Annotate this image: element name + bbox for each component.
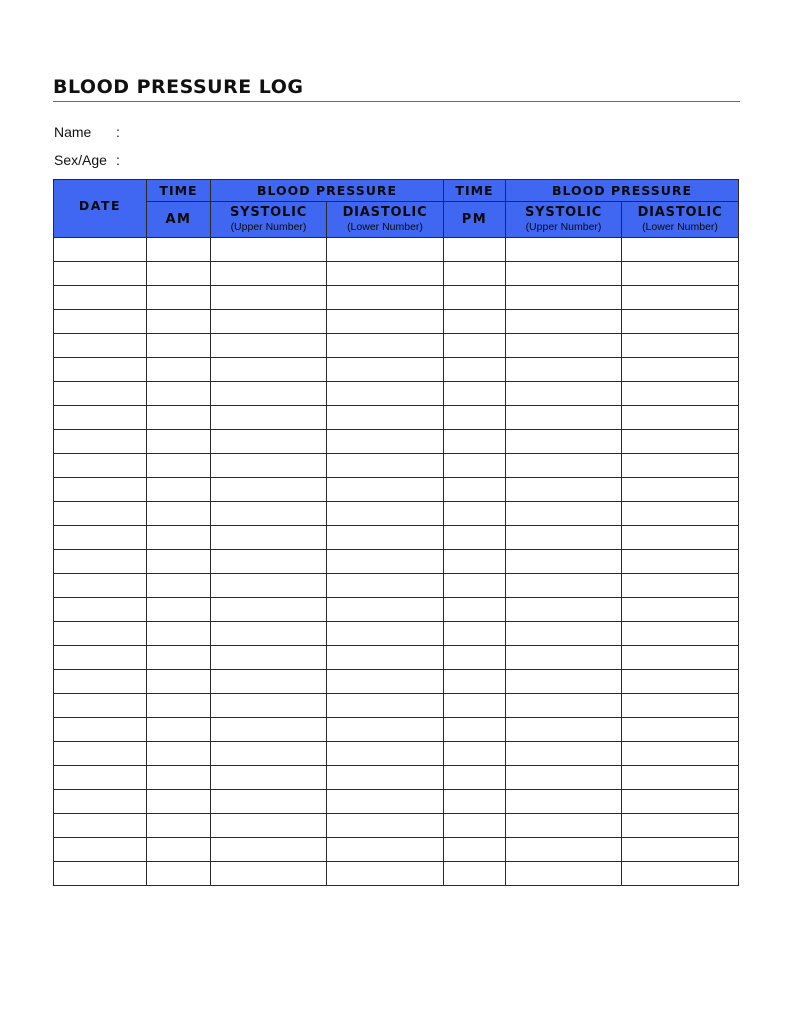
pm-diastolic-cell[interactable] — [622, 310, 739, 334]
am-time-cell[interactable] — [147, 550, 211, 574]
pm-systolic-cell[interactable] — [506, 694, 622, 718]
pm-diastolic-cell[interactable] — [622, 382, 739, 406]
pm-systolic-cell[interactable] — [506, 478, 622, 502]
time-header-am: TIME — [147, 180, 211, 202]
pm-diastolic-cell[interactable] — [622, 502, 739, 526]
pm-time-cell[interactable] — [444, 862, 506, 886]
sex-age-colon: : — [116, 152, 120, 168]
table-row — [54, 598, 739, 622]
am-systolic-cell[interactable] — [211, 478, 327, 502]
pm-time-cell[interactable] — [444, 814, 506, 838]
pm-systolic-cell[interactable] — [506, 598, 622, 622]
page-title: BLOOD PRESSURE LOG — [53, 76, 304, 98]
am-diastolic-cell[interactable] — [327, 454, 444, 478]
table-row — [54, 454, 739, 478]
am-time-cell[interactable] — [147, 718, 211, 742]
table-row — [54, 790, 739, 814]
date-cell[interactable] — [54, 382, 147, 406]
table-row — [54, 478, 739, 502]
am-time-cell[interactable] — [147, 286, 211, 310]
am-systolic-cell[interactable] — [211, 742, 327, 766]
am-systolic-cell[interactable] — [211, 862, 327, 886]
am-systolic-cell[interactable] — [211, 358, 327, 382]
table-row — [54, 550, 739, 574]
pm-diastolic-cell[interactable] — [622, 862, 739, 886]
pm-systolic-cell[interactable] — [506, 358, 622, 382]
am-systolic-cell[interactable] — [211, 262, 327, 286]
date-cell[interactable] — [54, 502, 147, 526]
pm-diastolic-cell[interactable] — [622, 406, 739, 430]
pm-time-cell[interactable] — [444, 790, 506, 814]
pm-time-cell[interactable] — [444, 622, 506, 646]
pm-systolic-cell[interactable] — [506, 670, 622, 694]
table-row — [54, 814, 739, 838]
am-time-cell[interactable] — [147, 862, 211, 886]
pm-time-cell[interactable] — [444, 334, 506, 358]
am-diastolic-cell[interactable] — [327, 718, 444, 742]
date-cell[interactable] — [54, 622, 147, 646]
am-systolic-cell[interactable] — [211, 670, 327, 694]
pm-systolic-cell[interactable] — [506, 622, 622, 646]
pm-systolic-cell[interactable] — [506, 646, 622, 670]
pm-systolic-cell[interactable] — [506, 814, 622, 838]
pm-diastolic-cell[interactable] — [622, 694, 739, 718]
systolic-label: SYSTOLIC — [524, 205, 603, 220]
date-cell[interactable] — [54, 262, 147, 286]
am-time-cell[interactable] — [147, 430, 211, 454]
am-systolic-cell[interactable] — [211, 574, 327, 598]
systolic-label: SYSTOLIC — [229, 205, 308, 220]
pm-systolic-cell[interactable] — [506, 238, 622, 262]
am-time-cell[interactable] — [147, 358, 211, 382]
am-time-cell[interactable] — [147, 790, 211, 814]
am-time-cell[interactable] — [147, 814, 211, 838]
am-systolic-cell[interactable] — [211, 838, 327, 862]
table-row — [54, 430, 739, 454]
date-cell[interactable] — [54, 598, 147, 622]
am-time-cell[interactable] — [147, 382, 211, 406]
date-cell[interactable] — [54, 646, 147, 670]
am-systolic-cell[interactable] — [211, 430, 327, 454]
table-row — [54, 766, 739, 790]
pm-time-cell[interactable] — [444, 718, 506, 742]
table-row — [54, 526, 739, 550]
am-diastolic-cell[interactable] — [327, 526, 444, 550]
pm-diastolic-cell[interactable] — [622, 766, 739, 790]
pm-time-cell[interactable] — [444, 310, 506, 334]
table-row — [54, 646, 739, 670]
pm-systolic-cell[interactable] — [506, 430, 622, 454]
am-diastolic-cell[interactable] — [327, 862, 444, 886]
pm-systolic-cell[interactable] — [506, 790, 622, 814]
am-diastolic-cell[interactable] — [327, 502, 444, 526]
pm-diastolic-cell[interactable] — [622, 454, 739, 478]
table-row — [54, 838, 739, 862]
pm-diastolic-cell[interactable] — [622, 334, 739, 358]
table-row — [54, 718, 739, 742]
systolic-header-pm — [506, 202, 622, 238]
pm-systolic-cell[interactable] — [506, 310, 622, 334]
date-cell[interactable] — [54, 358, 147, 382]
pm-systolic-cell[interactable] — [506, 502, 622, 526]
blood-pressure-header-am: BLOOD PRESSURE — [211, 180, 444, 202]
table-row — [54, 382, 739, 406]
am-header: AM — [147, 202, 211, 238]
pm-time-cell[interactable] — [444, 238, 506, 262]
pm-systolic-cell[interactable] — [506, 742, 622, 766]
am-diastolic-cell[interactable] — [327, 310, 444, 334]
pm-diastolic-cell[interactable] — [622, 790, 739, 814]
am-systolic-cell[interactable] — [211, 334, 327, 358]
table-row — [54, 238, 739, 262]
am-diastolic-cell[interactable] — [327, 238, 444, 262]
diastolic-label: DIASTOLIC — [637, 205, 723, 220]
pm-header: PM — [444, 202, 506, 238]
name-field[interactable] — [54, 124, 126, 140]
table-row — [54, 694, 739, 718]
am-time-cell[interactable] — [147, 262, 211, 286]
am-diastolic-cell[interactable] — [327, 406, 444, 430]
am-systolic-cell[interactable] — [211, 646, 327, 670]
date-cell[interactable] — [54, 550, 147, 574]
name-colon: : — [116, 124, 120, 140]
title-divider — [53, 101, 740, 102]
date-cell[interactable] — [54, 790, 147, 814]
sex-age-label: Sex/Age — [54, 152, 107, 168]
date-cell[interactable] — [54, 766, 147, 790]
pm-systolic-cell[interactable] — [506, 766, 622, 790]
date-cell[interactable] — [54, 574, 147, 598]
pm-time-cell[interactable] — [444, 262, 506, 286]
pm-systolic-cell[interactable] — [506, 454, 622, 478]
pm-diastolic-cell[interactable] — [622, 358, 739, 382]
pm-systolic-cell[interactable] — [506, 574, 622, 598]
table-row — [54, 862, 739, 886]
am-time-cell[interactable] — [147, 598, 211, 622]
table-row — [54, 358, 739, 382]
am-systolic-cell[interactable] — [211, 238, 327, 262]
pm-systolic-cell[interactable] — [506, 262, 622, 286]
table-row — [54, 502, 739, 526]
am-time-cell[interactable] — [147, 502, 211, 526]
am-time-cell[interactable] — [147, 670, 211, 694]
pm-systolic-cell[interactable] — [506, 406, 622, 430]
sex-age-field[interactable] — [54, 152, 126, 168]
pm-time-cell[interactable] — [444, 358, 506, 382]
table-row — [54, 622, 739, 646]
date-cell[interactable] — [54, 238, 147, 262]
pm-time-cell[interactable] — [444, 550, 506, 574]
pm-systolic-cell[interactable] — [506, 550, 622, 574]
am-systolic-cell[interactable] — [211, 454, 327, 478]
date-cell[interactable] — [54, 334, 147, 358]
date-cell[interactable] — [54, 670, 147, 694]
am-time-cell[interactable] — [147, 406, 211, 430]
pm-systolic-cell[interactable] — [506, 526, 622, 550]
time-header-pm: TIME — [444, 180, 506, 202]
am-time-cell[interactable] — [147, 334, 211, 358]
pm-time-cell[interactable] — [444, 286, 506, 310]
am-systolic-cell[interactable] — [211, 598, 327, 622]
pm-time-cell[interactable] — [444, 502, 506, 526]
date-cell[interactable] — [54, 310, 147, 334]
am-systolic-cell[interactable] — [211, 814, 327, 838]
am-time-cell[interactable] — [147, 646, 211, 670]
pm-time-cell[interactable] — [444, 430, 506, 454]
am-time-cell[interactable] — [147, 310, 211, 334]
pm-diastolic-cell[interactable] — [622, 430, 739, 454]
date-cell[interactable] — [54, 742, 147, 766]
am-diastolic-cell[interactable] — [327, 574, 444, 598]
date-cell[interactable] — [54, 526, 147, 550]
am-diastolic-cell[interactable] — [327, 790, 444, 814]
pm-time-cell[interactable] — [444, 742, 506, 766]
pm-diastolic-cell[interactable] — [622, 238, 739, 262]
systolic-sub-label: (Upper Number) — [230, 221, 307, 233]
date-cell[interactable] — [54, 862, 147, 886]
pm-diastolic-cell[interactable] — [622, 598, 739, 622]
pm-time-cell[interactable] — [444, 526, 506, 550]
name-label: Name — [54, 124, 92, 140]
pm-diastolic-cell[interactable] — [622, 742, 739, 766]
table-row — [54, 310, 739, 334]
am-time-cell[interactable] — [147, 454, 211, 478]
table-row — [54, 574, 739, 598]
am-time-cell[interactable] — [147, 574, 211, 598]
date-cell[interactable] — [54, 430, 147, 454]
pm-systolic-cell[interactable] — [506, 838, 622, 862]
pm-time-cell[interactable] — [444, 694, 506, 718]
am-diastolic-cell[interactable] — [327, 262, 444, 286]
am-time-cell[interactable] — [147, 694, 211, 718]
table-row — [54, 670, 739, 694]
pm-diastolic-cell[interactable] — [622, 526, 739, 550]
am-diastolic-cell[interactable] — [327, 430, 444, 454]
pm-diastolic-cell[interactable] — [622, 646, 739, 670]
pm-diastolic-cell[interactable] — [622, 286, 739, 310]
table-row — [54, 334, 739, 358]
am-diastolic-cell[interactable] — [327, 694, 444, 718]
pm-time-cell[interactable] — [444, 598, 506, 622]
pm-systolic-cell[interactable] — [506, 286, 622, 310]
pm-time-cell[interactable] — [444, 382, 506, 406]
am-time-cell[interactable] — [147, 766, 211, 790]
am-systolic-cell[interactable] — [211, 694, 327, 718]
am-diastolic-cell[interactable] — [327, 742, 444, 766]
am-systolic-cell[interactable] — [211, 406, 327, 430]
pm-systolic-cell[interactable] — [506, 718, 622, 742]
diastolic-sub-label: (Lower Number) — [347, 221, 423, 233]
am-diastolic-cell[interactable] — [327, 622, 444, 646]
date-cell[interactable] — [54, 838, 147, 862]
am-diastolic-cell[interactable] — [327, 838, 444, 862]
date-cell[interactable] — [54, 454, 147, 478]
systolic-sub-label: (Upper Number) — [525, 221, 602, 233]
pm-diastolic-cell[interactable] — [622, 262, 739, 286]
am-systolic-cell[interactable] — [211, 718, 327, 742]
pm-time-cell[interactable] — [444, 670, 506, 694]
date-cell[interactable] — [54, 814, 147, 838]
pm-systolic-cell[interactable] — [506, 382, 622, 406]
pm-diastolic-cell[interactable] — [622, 670, 739, 694]
pm-time-cell[interactable] — [444, 406, 506, 430]
pm-diastolic-cell[interactable] — [622, 814, 739, 838]
am-systolic-cell[interactable] — [211, 382, 327, 406]
diastolic-label: DIASTOLIC — [342, 205, 428, 220]
date-cell[interactable] — [54, 718, 147, 742]
am-diastolic-cell[interactable] — [327, 598, 444, 622]
am-diastolic-cell[interactable] — [327, 358, 444, 382]
am-diastolic-cell[interactable] — [327, 550, 444, 574]
pm-time-cell[interactable] — [444, 478, 506, 502]
pm-time-cell[interactable] — [444, 574, 506, 598]
am-time-cell[interactable] — [147, 526, 211, 550]
blood-pressure-table — [53, 179, 739, 886]
am-systolic-cell[interactable] — [211, 286, 327, 310]
date-cell[interactable] — [54, 478, 147, 502]
am-time-cell[interactable] — [147, 478, 211, 502]
am-time-cell[interactable] — [147, 238, 211, 262]
pm-diastolic-cell[interactable] — [622, 838, 739, 862]
date-header: DATE — [54, 180, 147, 238]
pm-time-cell[interactable] — [444, 766, 506, 790]
date-cell[interactable] — [54, 406, 147, 430]
am-diastolic-cell[interactable] — [327, 478, 444, 502]
pm-time-cell[interactable] — [444, 646, 506, 670]
pm-time-cell[interactable] — [444, 454, 506, 478]
diastolic-header-am — [327, 202, 444, 238]
am-diastolic-cell[interactable] — [327, 814, 444, 838]
am-time-cell[interactable] — [147, 622, 211, 646]
table-row — [54, 286, 739, 310]
am-systolic-cell[interactable] — [211, 622, 327, 646]
table-row — [54, 742, 739, 766]
am-systolic-cell[interactable] — [211, 550, 327, 574]
pm-time-cell[interactable] — [444, 838, 506, 862]
pm-diastolic-cell[interactable] — [622, 718, 739, 742]
pm-systolic-cell[interactable] — [506, 862, 622, 886]
blood-pressure-header-pm: BLOOD PRESSURE — [506, 180, 739, 202]
am-diastolic-cell[interactable] — [327, 766, 444, 790]
am-systolic-cell[interactable] — [211, 766, 327, 790]
am-diastolic-cell[interactable] — [327, 646, 444, 670]
table-row — [54, 262, 739, 286]
systolic-header-am — [211, 202, 327, 238]
pm-diastolic-cell[interactable] — [622, 550, 739, 574]
am-systolic-cell[interactable] — [211, 790, 327, 814]
am-diastolic-cell[interactable] — [327, 286, 444, 310]
am-diastolic-cell[interactable] — [327, 334, 444, 358]
am-systolic-cell[interactable] — [211, 310, 327, 334]
diastolic-header-pm — [622, 202, 739, 238]
am-systolic-cell[interactable] — [211, 526, 327, 550]
date-cell[interactable] — [54, 286, 147, 310]
pm-diastolic-cell[interactable] — [622, 574, 739, 598]
am-time-cell[interactable] — [147, 742, 211, 766]
am-diastolic-cell[interactable] — [327, 670, 444, 694]
pm-systolic-cell[interactable] — [506, 334, 622, 358]
pm-diastolic-cell[interactable] — [622, 622, 739, 646]
diastolic-sub-label: (Lower Number) — [642, 221, 718, 233]
am-systolic-cell[interactable] — [211, 502, 327, 526]
date-cell[interactable] — [54, 694, 147, 718]
pm-diastolic-cell[interactable] — [622, 478, 739, 502]
am-time-cell[interactable] — [147, 838, 211, 862]
table-row — [54, 406, 739, 430]
am-diastolic-cell[interactable] — [327, 382, 444, 406]
log-body — [54, 238, 739, 886]
